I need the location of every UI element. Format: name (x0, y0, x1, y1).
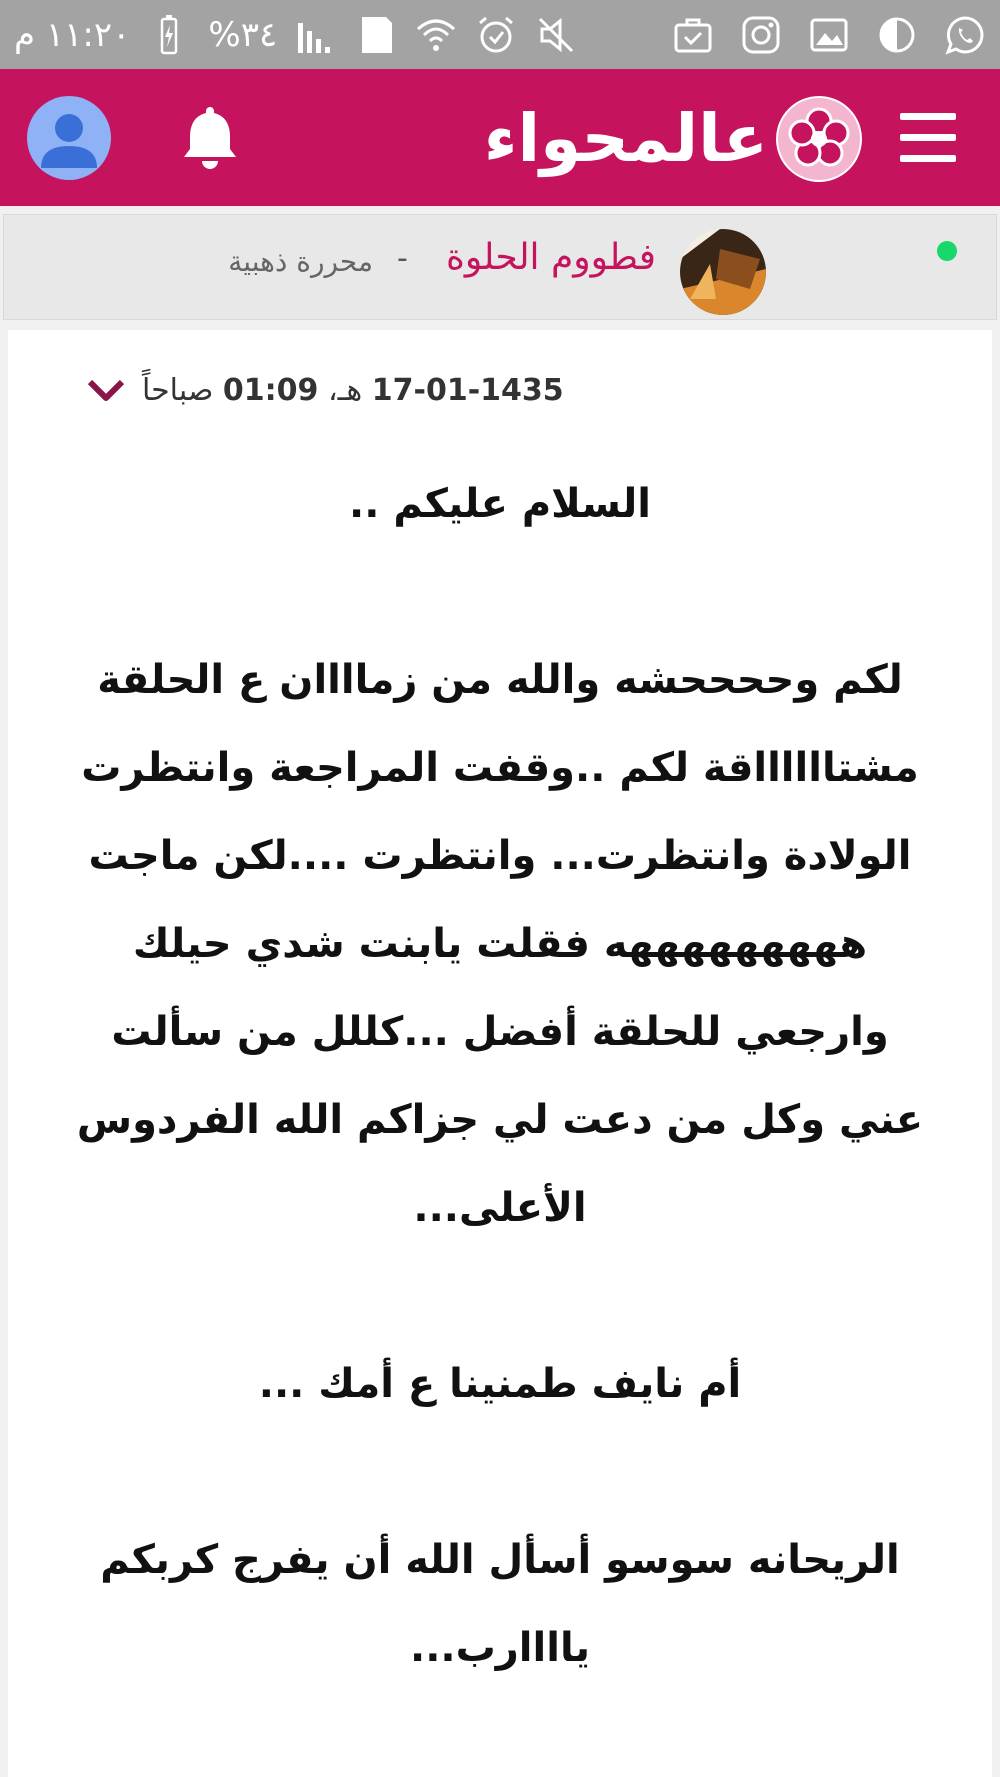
signal-icon (295, 14, 337, 56)
bell-icon[interactable] (180, 103, 240, 169)
status-left (14, 0, 577, 69)
logo-text: عالمحواء (483, 100, 768, 177)
briefcase-icon (672, 14, 714, 56)
post-meta (88, 370, 564, 410)
post-time: 01:09 (222, 372, 319, 408)
author-rank: محررة ذهبية (228, 245, 373, 278)
menu-icon[interactable] (900, 113, 956, 163)
post-date-hijri-time: هـ، 01:09 (222, 372, 363, 408)
post-date (142, 373, 564, 408)
post-card (8, 330, 992, 1777)
post-paragraph: السلام عليكم .. (349, 481, 651, 527)
mute-icon (535, 14, 577, 56)
battery-icon (148, 14, 190, 56)
battery-percent: %٣٤ (208, 14, 278, 55)
post-paragraph: الريحانه سوسو أسأل الله أن يفرج كربكم ياااارب... (100, 1537, 900, 1671)
sim-icon (355, 14, 397, 56)
online-status-dot (937, 241, 957, 261)
whatsapp-icon (944, 14, 986, 56)
site-logo[interactable] (456, 93, 862, 185)
status-time: ١١:٢٠ م (14, 14, 131, 55)
chevron-down-icon[interactable] (88, 378, 124, 402)
gallery-icon (808, 14, 850, 56)
author-avatar[interactable] (680, 229, 766, 315)
status-bar (0, 0, 1000, 69)
wifi-icon (415, 14, 457, 56)
post-paragraph: لكم وححححشه والله من زماااان ع الحلقة مشتااااااقة لكم ..وقفت المراجعة وانتظرت الولادة وانتظرت... وانتظرت ....لكن ماجت هههههههههه فقلت يابنت شدي حيلك وارجعي للحلقة أفضل ...كللل من سألت عني وكل من دعت لي جزاكم الله الفردوس الأعلى... (76, 657, 924, 1231)
user-avatar-icon[interactable] (27, 96, 111, 180)
status-right (672, 0, 986, 69)
author-name[interactable]: فطووم الحلوة (445, 237, 656, 278)
author-bar (3, 214, 997, 320)
theme-icon (876, 14, 918, 56)
alarm-icon (475, 14, 517, 56)
post-date-suffix: صباحاً (142, 372, 214, 408)
post-body (70, 460, 930, 1692)
author-separator: - (397, 241, 408, 276)
logo-flower-icon (776, 96, 862, 182)
app-bar (0, 69, 1000, 206)
post-paragraph: أم نايف طمنينا ع أمك ... (258, 1361, 742, 1407)
instagram-icon (740, 14, 782, 56)
post-date-value: 17-01-1435 (371, 372, 564, 408)
